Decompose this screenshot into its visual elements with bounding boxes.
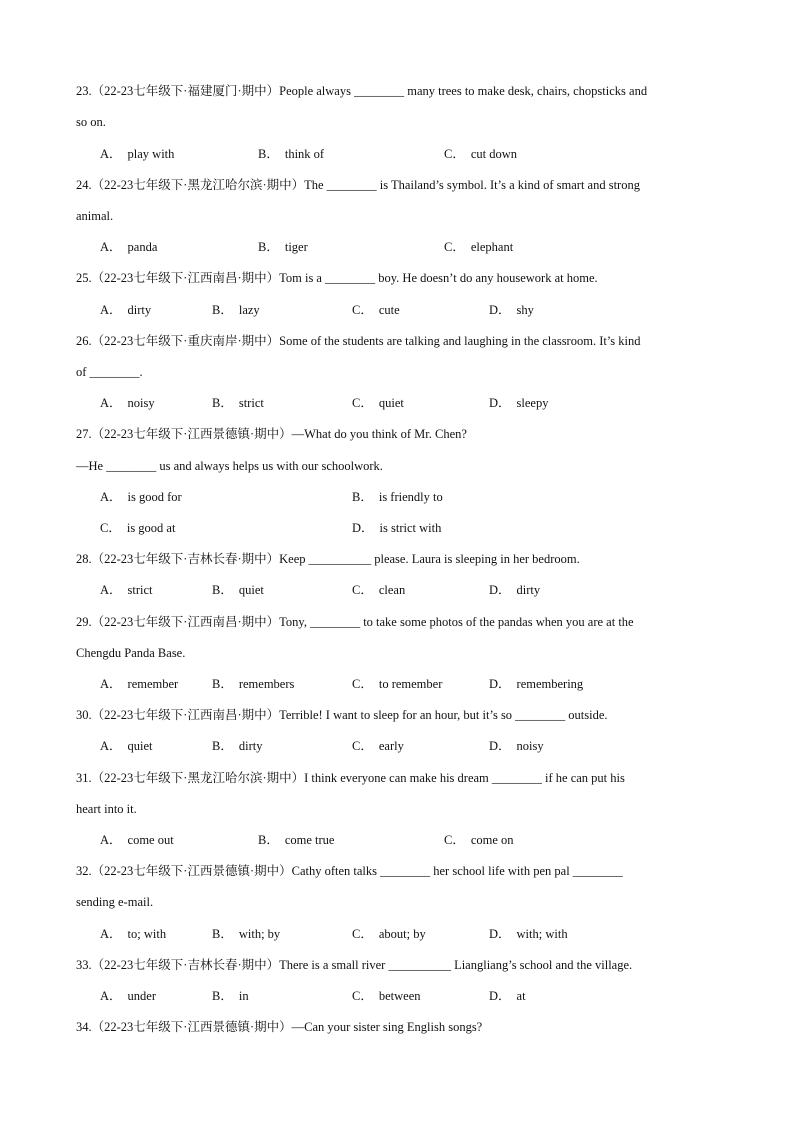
option-c: C． cute [352, 303, 400, 317]
option-c: C． cut down [444, 147, 518, 161]
option-c: C． early [352, 739, 404, 753]
option-a: A． dirty [100, 303, 152, 317]
option-d: D． shy [489, 303, 534, 317]
option-a: A． strict [100, 583, 153, 597]
question-27-stem: 27.（22-23七年级下·江西景德镇·期中）—What do you think of Mr. Chen? [76, 427, 467, 441]
question-32-options [76, 925, 734, 943]
option-c: C． quiet [352, 396, 404, 410]
question-27-stem-cont: —He ________ us and always helps us with our schoolwork. [76, 459, 383, 473]
question-33-options [76, 987, 734, 1005]
option-a: A． panda [100, 240, 158, 254]
option-a: A． to; with [100, 927, 167, 941]
question-29-stem: 29.（22-23七年级下·江西南昌·期中）Tony, ________ to take some photos of the pandas when you are at the [76, 615, 634, 629]
option-d: D． at [489, 989, 526, 1003]
question-23-stem-cont: so on. [76, 115, 106, 129]
option-a: A． play with [100, 147, 175, 161]
option-b: B． is friendly to [352, 490, 443, 504]
option-a: A． under [100, 989, 156, 1003]
question-31-stem-cont: heart into it. [76, 802, 137, 816]
option-a: A． come out [100, 833, 174, 847]
question-27-options-row1 [76, 488, 734, 506]
option-a: A． is good for [100, 490, 182, 504]
question-26-stem: 26.（22-23七年级下·重庆南岸·期中）Some of the students are talking and laughing in the classroom. It’s kind [76, 334, 641, 348]
option-b: B． dirty [212, 739, 263, 753]
question-28-stem: 28.（22-23七年级下·吉林长春·期中）Keep __________ please. Laura is sleeping in her bedroom. [76, 552, 580, 566]
question-30-options [76, 737, 734, 755]
option-a: A． quiet [100, 739, 153, 753]
option-c: C． is good at [100, 521, 176, 535]
option-b: B． in [212, 989, 249, 1003]
option-d: D． with; with [489, 927, 568, 941]
question-25-options [76, 301, 734, 319]
question-29-options [76, 675, 734, 693]
question-24-stem-cont: animal. [76, 209, 114, 223]
question-26-stem-cont: of ________. [76, 365, 143, 379]
option-a: A． noisy [100, 396, 155, 410]
option-c: C． between [352, 989, 421, 1003]
option-d: D． is strict with [352, 521, 442, 535]
question-26-options [76, 394, 734, 412]
option-b: B． remembers [212, 677, 295, 691]
question-27-options-row2 [76, 519, 734, 537]
option-b: B． tiger [258, 240, 308, 254]
option-b: B． lazy [212, 303, 260, 317]
question-34-stem: 34.（22-23七年级下·江西景德镇·期中）—Can your sister sing English songs? [76, 1020, 483, 1034]
question-30-stem: 30.（22-23七年级下·江西南昌·期中）Terrible! I want to sleep for an hour, but it’s so ________ outside. [76, 708, 608, 722]
question-24-stem: 24.（22-23七年级下·黑龙江哈尔滨·期中）The ________ is Thailand’s symbol. It’s a kind of smart and strong [76, 178, 640, 192]
question-28-options [76, 581, 734, 599]
option-c: C． to remember [352, 677, 443, 691]
question-32-stem-cont: sending e-mail. [76, 895, 154, 909]
option-a: A． remember [100, 677, 179, 691]
question-29-stem-cont: Chengdu Panda Base. [76, 646, 186, 660]
option-c: C． clean [352, 583, 406, 597]
question-23-stem: 23.（22-23七年级下·福建厦门·期中）People always ________ many trees to make desk, chairs, chopsticks and [76, 84, 648, 98]
option-b: B． quiet [212, 583, 264, 597]
option-b: B． with; by [212, 927, 281, 941]
option-b: B． think of [258, 147, 325, 161]
question-24-options [76, 238, 734, 256]
option-d: D． dirty [489, 583, 541, 597]
option-d: D． noisy [489, 739, 544, 753]
question-31-options [76, 831, 734, 849]
question-33-stem: 33.（22-23七年级下·吉林长春·期中）There is a small river __________ Liangliang’s school and the village. [76, 958, 633, 972]
option-d: D． remembering [489, 677, 584, 691]
question-25-stem: 25.（22-23七年级下·江西南昌·期中）Tom is a ________ boy. He doesn’t do any housework at home. [76, 271, 598, 285]
question-32-stem: 32.（22-23七年级下·江西景德镇·期中）Cathy often talks ________ her school life with pen pal ________ [76, 864, 623, 878]
option-c: C． about; by [352, 927, 426, 941]
option-b: B． come true [258, 833, 335, 847]
question-31-stem: 31.（22-23七年级下·黑龙江哈尔滨·期中）I think everyone can make his dream ________ if he can put his [76, 771, 625, 785]
option-b: B． strict [212, 396, 264, 410]
option-c: C． elephant [444, 240, 514, 254]
option-d: D． sleepy [489, 396, 549, 410]
question-23-options [76, 145, 734, 163]
option-c: C． come on [444, 833, 514, 847]
